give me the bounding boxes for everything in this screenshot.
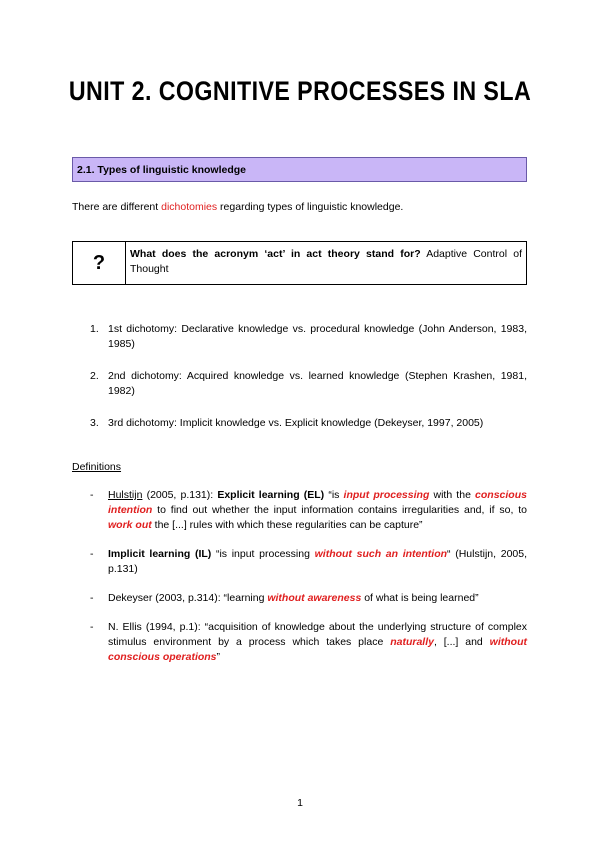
highlight: work out (108, 519, 152, 531)
page-title: UNIT 2. COGNITIVE PROCESSES IN SLA (68, 76, 532, 106)
highlight: naturally (390, 636, 434, 648)
intro-text-end: regarding types of linguistic knowledge. (217, 201, 404, 213)
list-item (72, 488, 527, 533)
def-text: N. Ellis (1994, p.1): “acquisition of knowledge about the underlying structure of complex stimulus environment by a process which takes place (108, 621, 527, 648)
list-item (72, 591, 527, 606)
list-number: 2. (90, 370, 99, 382)
page-number: 1 (297, 797, 303, 809)
intro-text: There are different (72, 201, 162, 213)
definitions-list (72, 488, 527, 679)
def-text: Dekeyser (2003, p.314): “learning (108, 592, 268, 604)
def-text: “is input processing (211, 548, 315, 560)
list-item-text: 2nd dichotomy: Acquired knowledge vs. learned knowledge (Stephen Krashen, 1981, 1982) (108, 370, 527, 397)
list-item (72, 547, 527, 577)
highlight: without such an intention (314, 548, 448, 560)
highlight: without conscious operations (108, 636, 527, 663)
term: Implicit learning (IL) (108, 548, 212, 560)
intro-highlight: dichotomies (161, 201, 218, 213)
def-text: of what is being learned” (361, 592, 479, 604)
citation: (2005, p.131): (142, 489, 218, 501)
def-text: to find out whether the input information contains irregularities and, if so, to (152, 504, 527, 516)
highlight: input processing (343, 489, 430, 501)
def-text: “is (324, 489, 344, 501)
def-text: with the (429, 489, 476, 501)
question-box (72, 241, 527, 285)
intro-paragraph (72, 201, 532, 213)
bullet-dash: - (90, 592, 94, 604)
question-mark-icon: ? (73, 242, 126, 284)
section-heading: 2.1. Types of linguistic knowledge (77, 164, 247, 176)
list-item (72, 369, 527, 399)
definitions-heading: Definitions (72, 461, 122, 473)
bullet-dash: - (90, 489, 94, 501)
list-number: 1. (90, 323, 99, 335)
list-item-text: 1st dichotomy: Declarative knowledge vs. procedural knowledge (John Anderson, 1983, 1985) (108, 323, 527, 350)
list-item-text: 3rd dichotomy: Implicit knowledge vs. Explicit knowledge (Dekeyser, 1997, 2005) (108, 417, 484, 429)
highlight: without awareness (267, 592, 362, 604)
bullet-dash: - (90, 548, 94, 560)
section-heading-bar (72, 157, 527, 182)
list-item (72, 620, 527, 665)
def-text: , [...] and (433, 636, 490, 648)
question-answer: Adaptive Control of Thought (130, 248, 522, 275)
question-bold: What does the acronym ‘act’ in act theory stand for? (130, 248, 421, 260)
author-name: Hulstijn (108, 489, 143, 501)
dichotomy-list (72, 322, 527, 448)
term: Explicit learning (EL) (217, 489, 325, 501)
highlight: conscious intention (108, 489, 527, 516)
def-text: ” (216, 651, 221, 663)
def-text: the [...] rules with which these regularities can be capture” (151, 519, 423, 531)
def-text: “ (Hulstijn, 2005, p.131) (108, 548, 528, 575)
list-number: 3. (90, 417, 99, 429)
question-text (126, 242, 526, 284)
list-item (72, 416, 527, 431)
list-item (72, 322, 527, 352)
bullet-dash: - (90, 621, 94, 633)
